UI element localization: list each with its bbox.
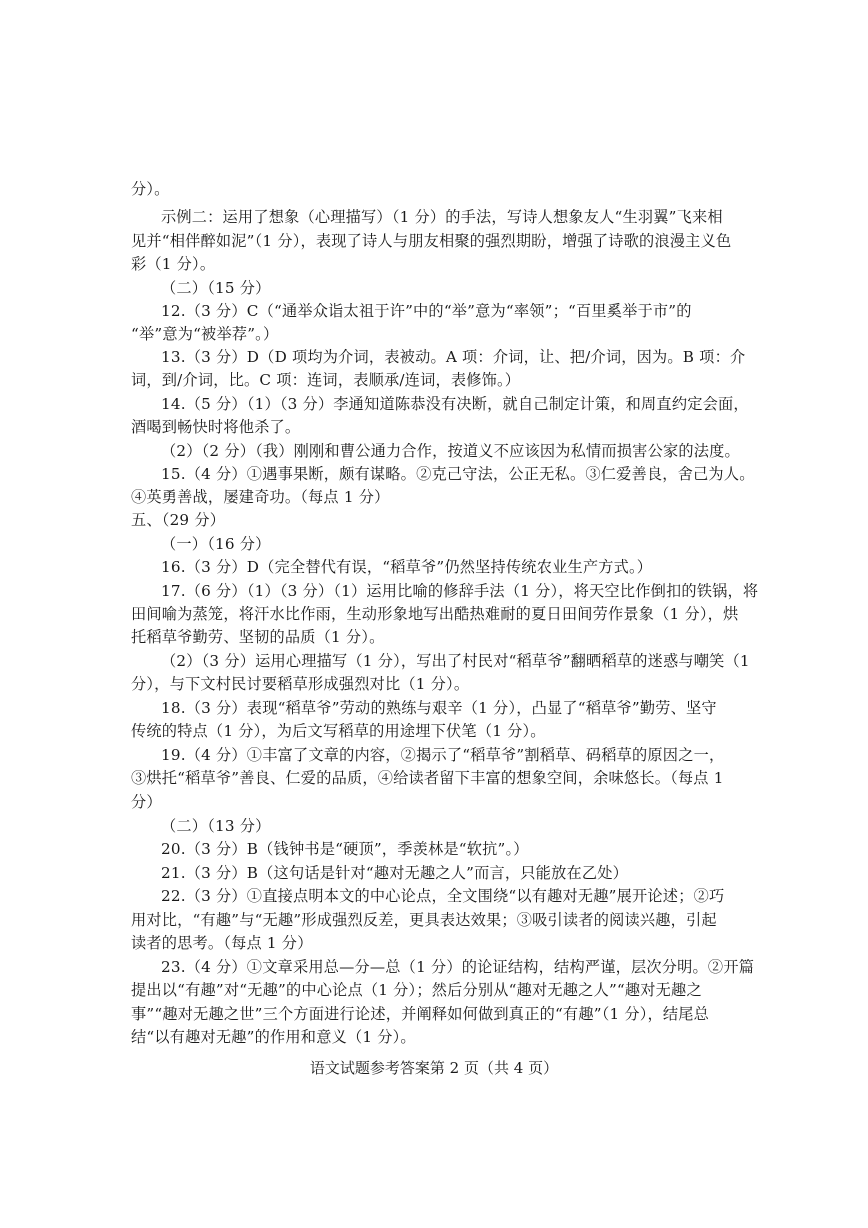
text-line: 分）。 bbox=[131, 180, 170, 198]
text-line: ④英勇善战，屡建奇功。（每点 1 分） bbox=[131, 488, 390, 506]
text-line: 见并“相伴醉如泥”（1 分），表现了诗人与朋友相聚的强烈期盼，增强了诗歌的浪漫主义色 bbox=[131, 232, 732, 250]
answer-15: 15.（4 分）①遇事果断，颇有谋略。②克己守法，公正无私。③仁爱善良，舍己为人。 bbox=[161, 465, 755, 483]
answer-12: 12.（3 分）C（“通举众诣太祖于许”中的“举”意为“率领”；“百里奚举于市”的 bbox=[161, 302, 692, 320]
text-line: （2）（3 分）运用心理描写（1 分），写出了村民对“稻草爷”翻晒稻草的迷惑与嘲笑（1 bbox=[161, 652, 750, 670]
text-line: （2）（2 分）（我）刚刚和曹公通力合作，按道义不应该因为私情而损害公家的法度。 bbox=[161, 442, 740, 460]
answer-17: 17.（6 分）（1）（3 分）（1）运用比喻的修辞手法（1 分），将天空比作倒扣的铁锅，将 bbox=[161, 582, 759, 600]
text-line: 词，到/介词，比。C 项：连词，表顺承/连词，表修饰。） bbox=[131, 371, 521, 389]
section-heading: （二）（13 分） bbox=[161, 817, 271, 835]
text-line: 传统的特点（1 分），为后文写稻草的用途埋下伏笔（1 分）。 bbox=[131, 722, 546, 740]
answer-21: 21.（3 分）B（这句话是针对“趣对无趣之人”而言，只能放在乙处） bbox=[161, 864, 629, 882]
text-line: 分） bbox=[131, 793, 162, 811]
text-line: 示例二：运用了想象（心理描写）（1 分）的手法，写诗人想象友人“生羽翼”飞来相 bbox=[161, 208, 723, 226]
section-heading: （一）（16 分） bbox=[161, 535, 271, 553]
text-line: 酒喝到畅快时将他杀了。 bbox=[131, 418, 301, 436]
section-heading: （二）（15 分） bbox=[161, 279, 271, 297]
answer-14: 14.（5 分）（1）（3 分）李通知道陈恭没有决断，就自己制定计策，和周直约定会面， bbox=[161, 395, 749, 413]
text-line: 彩（1 分）。 bbox=[131, 255, 216, 273]
answer-16: 16.（3 分）D（完全替代有误，“稻草爷”仍然坚持传统农业生产方式。） bbox=[161, 558, 653, 576]
text-line: 读者的思考。（每点 1 分） bbox=[131, 934, 313, 952]
answer-19: 19.（4 分）①丰富了文章的内容，②揭示了“稻草爷”割稻草、码稻草的原因之一， bbox=[161, 746, 725, 764]
answer-23: 23.（4 分）①文章采用总—分—总（1 分）的论证结构，结构严谨，层次分明。②开篇 bbox=[161, 958, 755, 976]
answer-18: 18.（3 分）表现“稻草爷”劳动的熟练与艰辛（1 分），凸显了“稻草爷”勤劳、坚守 bbox=[161, 699, 717, 717]
answer-20: 20.（3 分）B（钱钟书是“硬顶”，季羡林是“软抗”。） bbox=[161, 840, 529, 858]
text-line: 提出以“有趣”对“无趣”的中心论点（1 分）；然后分别从“趣对无趣之人”“趣对无趣之 bbox=[131, 981, 702, 999]
text-line: 用对比，“有趣”与“无趣”形成强烈反差，更具表达效果；③吸引读者的阅读兴趣，引起 bbox=[131, 911, 717, 929]
section-heading: 五、（29 分） bbox=[131, 511, 226, 529]
text-line: 分），与下文村民讨要稻草形成强烈对比（1 分）。 bbox=[131, 675, 470, 693]
page-footer: 语文试题参考答案第 2 页（共 4 页） bbox=[309, 1059, 559, 1077]
text-line: 田间喻为蒸笼，将汗水比作雨，生动形象地写出酷热难耐的夏日田间劳作景象（1 分），烘 bbox=[131, 605, 739, 623]
text-line: ③烘托“稻草爷”善良、仁爱的品质，④给读者留下丰富的想象空间，余味悠长。（每点 1 bbox=[131, 769, 724, 787]
answer-13: 13.（3 分）D（D 项均为介词，表被动。A 项：介词，让、把/介词，因为。B 项：介 bbox=[161, 348, 746, 366]
text-line: 托稻草爷勤劳、坚韧的品质（1 分）。 bbox=[131, 628, 385, 646]
text-line: 结“以有趣对无趣”的作用和意义（1 分）。 bbox=[131, 1028, 416, 1046]
answer-22: 22.（3 分）①直接点明本文的中心论点，全文围绕“以有趣对无趣”展开论述；②巧 bbox=[161, 887, 725, 905]
text-line: 事”“趣对无趣之世”三个方面进行论述，并阐释如何做到真正的“有趣”（1 分），结尾总 bbox=[131, 1005, 710, 1023]
text-line: “举”意为“被举荐”。） bbox=[131, 325, 279, 343]
